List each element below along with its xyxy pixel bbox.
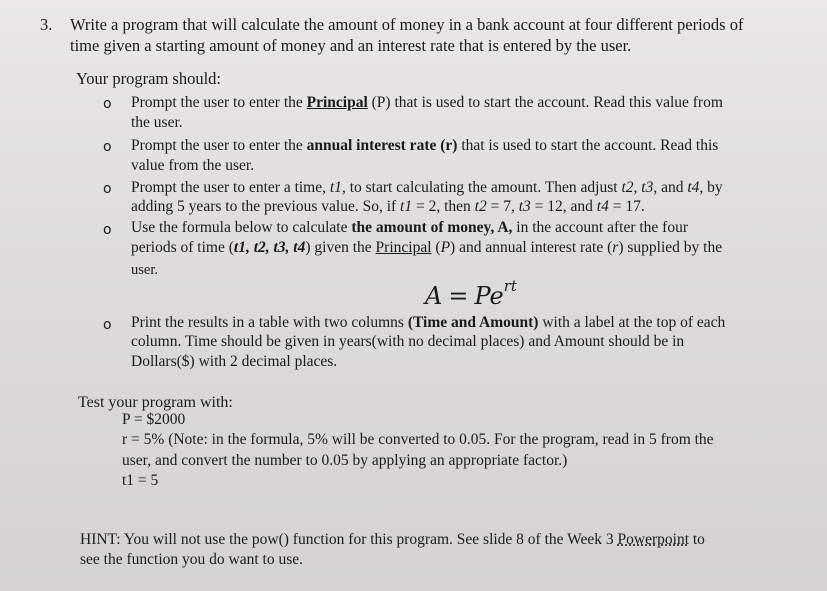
bullet-marker: o (103, 222, 112, 238)
test-heading: Test your program with: (78, 394, 233, 411)
bullet-3-line: Prompt the user to enter a time, t1, to start calculating the amount. Then adjust t2, t3, and t4, by (131, 179, 723, 196)
bullet-2-line: value from the user. (131, 157, 255, 174)
principal-term: Principal (306, 94, 368, 111)
bullet-5-line: column. Time should be given in years(with no decimal places) and Amount should be in (131, 333, 685, 350)
bullet-5-line: Print the results in a table with two columns (Time and Amount) with a label at the top of each (131, 314, 726, 331)
test-rate-line: r = 5% (Note: in the formula, 5% will be converted to 0.05. For the program, read in 5 from the (122, 431, 714, 448)
test-principal: P = $2000 (122, 411, 186, 428)
test-time: t1 = 5 (122, 472, 159, 489)
bullet-3-line: adding 5 years to the previous value. So, if t1 = 2, then t2 = 7, t3 = 12, and t4 = 17. (131, 198, 645, 215)
requirements-intro: Your program should: (76, 69, 221, 88)
bullet-2-line: Prompt the user to enter the annual interest rate (r) that is used to start the account. Read this (131, 137, 719, 154)
bullet-4-line: Use the formula below to calculate the amount of money, A, in the account after the four (131, 219, 689, 236)
hint-line: see the function you do want to use. (80, 551, 303, 568)
interest-formula: $A = Pe^{rt}$ (425, 277, 517, 310)
principal-term: Principal (375, 239, 432, 256)
powerpoint-link[interactable]: Powerpoint (617, 531, 689, 548)
bullet-marker: o (103, 181, 112, 197)
bullet-1-line: Prompt the user to enter the Principal (P) that is used to start the account. Read this value from (131, 94, 723, 111)
bullet-marker: o (103, 96, 112, 112)
question-text-line: Write a program that will calculate the amount of money in a bank account at four different periods of (70, 15, 744, 34)
bullet-marker: o (103, 139, 112, 155)
bullet-1-line: the user. (131, 114, 183, 131)
bullet-5-line: Dollars($) with 2 decimal places. (131, 353, 338, 370)
bullet-4-line: user. (131, 262, 158, 278)
question-number: 3. (40, 15, 53, 34)
bullet-4-line: periods of time (t1, t2, t3, t4) given the Principal (P) and annual interest rate (r) supplied by the (131, 239, 723, 256)
question-text-line: time given a starting amount of money and an interest rate that is entered by the user. (70, 36, 632, 55)
bullet-marker: o (103, 317, 112, 333)
test-rate-line: user, and convert the number to 0.05 by applying an appropriate factor.) (122, 452, 568, 469)
hint-line: HINT: You will not use the pow() function for this program. See slide 8 of the Week 3 Powerpoint to (80, 531, 705, 548)
